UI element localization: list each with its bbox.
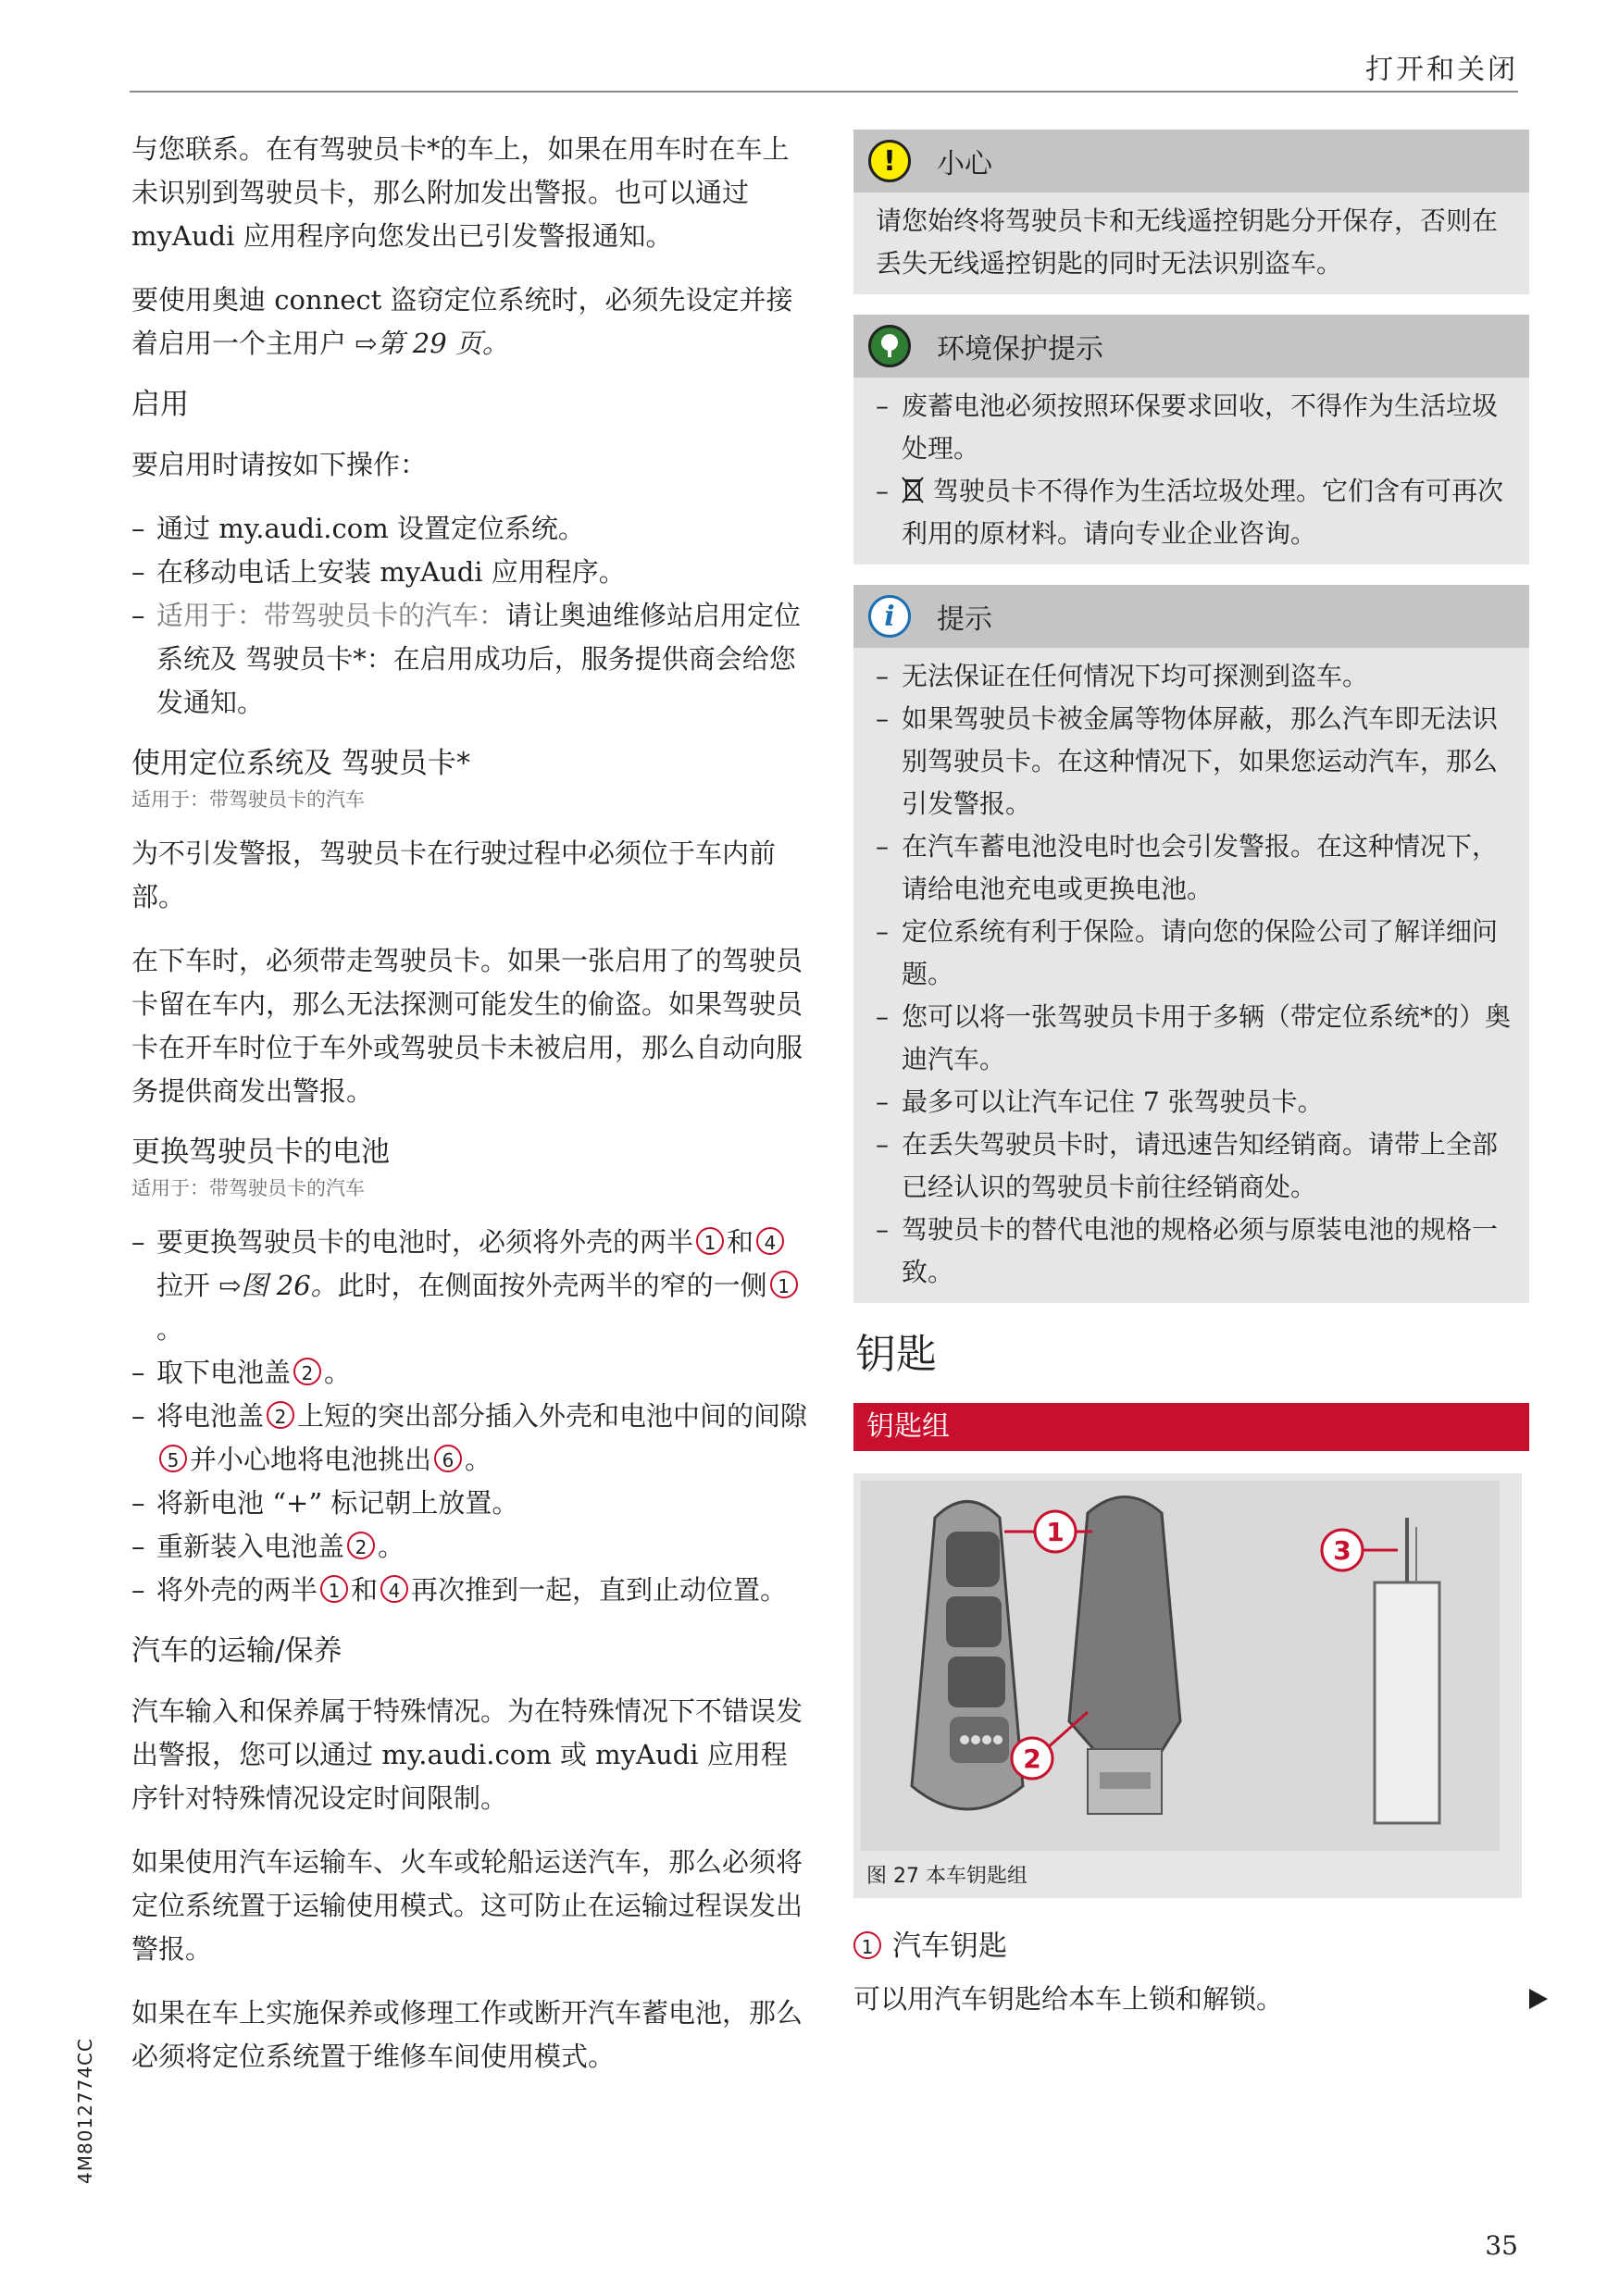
figure-callout-3: 3 [1333,1535,1351,1566]
list-item: – 最多可以让汽车记住 7 张驾驶员卡。 [876,1081,1511,1123]
keyset-bar: 钥匙组 [853,1403,1529,1451]
tree-icon [868,325,911,367]
use-heading: 使用定位系统及 驾驶员卡* [131,747,471,780]
list-item: – 如果驾驶员卡被金属等物体屏蔽，那么汽车即无法识别驾驶员卡。在这种情况下，如果您运动汽车，那么引发警报。 [876,698,1511,825]
note-box [853,585,1529,1303]
list-item: – 在移动电话上安装 myAudi 应用程序。 [131,551,812,594]
enable-intro: 要启用时请按如下操作： [131,449,428,480]
callout-number: 5 [159,1445,187,1472]
transport-heading: 汽车的运输/保养 [131,1634,342,1668]
callout-number: 2 [347,1532,375,1559]
page-header-title: 打开和关闭 [1365,54,1518,86]
battery-steps-list [131,1221,812,1612]
reference-arrow-icon: ⇨ [218,1270,242,1301]
car-key-item [853,1926,1529,1967]
use-paragraph-2: 在下车时，必须带走驾驶员卡。如果一张启用了的驾驶员卡留在车内，那么无法探测可能发生的偷盗。如果驾驶员卡在开车时位于车外或驾驶员卡未被启用，那么自动向服务提供商发出警报。 [131,945,803,1107]
list-item: – 适用于：带驾驶员卡的汽车：请让奥迪维修站启用定位系统及 驾驶员卡*：在启用成功后，服务提供商会给您发通知。 [131,594,812,725]
transport-paragraph-2: 如果使用汽车运输车、火车或轮船运送汽车，那么必须将定位系统置于运输使用模式。这可防止在运输过程误发出警报。 [131,1846,803,1965]
battery-applies-note: 适用于：带驾驶员卡的汽车 [131,1177,365,1199]
intro-paragraph-2: 要使用奥迪 connect 盗窃定位系统时，必须先设定并接着启用一个主用户 ⇨第 29 页。 [131,284,793,359]
keys-section-title: 钥匙 [855,1331,937,1378]
list-item: – 取下电池盖 2 。 [131,1351,812,1395]
keyset-figure [853,1473,1522,1898]
list-item: – 定位系统有利于保险。请向您的保险公司了解详细问题。 [876,911,1511,996]
list-item: – 要更换驾驶员卡的电池时，必须将外壳的两半 1 和 4拉开 ⇨图 26。此时，在侧面按外壳两半的窄的一侧 1。 [131,1221,812,1351]
note-title: 提示 [937,603,992,636]
callout-number: 6 [434,1445,462,1472]
callout-number: 4 [380,1575,408,1603]
transport-paragraph-3: 如果在车上实施保养或修理工作或断开汽车蓄电池，那么必须将定位系统置于维修车间使用模式。 [131,1997,803,2072]
callout-number: 1 [696,1227,724,1255]
battery-heading: 更换驾驶员卡的电池 [131,1136,390,1169]
reference-arrow-icon: ⇨ [355,328,378,359]
figure-callout-2: 2 [1023,1744,1041,1774]
figure-callout-1: 1 [1046,1517,1065,1547]
environment-list [876,385,1511,555]
list-item: – 通过 my.audi.com 设置定位系统。 [131,507,812,551]
document-code: 4M8012774CC [74,2038,96,2184]
intro-paragraph-1: 与您联系。在有驾驶员卡*的车上，如果在用车时在车上未识别到驾驶员卡，那么附加发出警报。也可以通过 myAudi 应用程序向您发出已引发警报通知。 [131,133,790,252]
caution-title: 小心 [937,148,992,180]
continue-arrow-icon [1529,1989,1548,2009]
list-item: – 重新装入电池盖 2 。 [131,1525,812,1569]
environment-title: 环境保护提示 [937,333,1103,366]
use-applies-note: 适用于：带驾驶员卡的汽车 [131,788,365,811]
crossed-bin-icon [902,476,933,506]
callout-number: 4 [756,1227,784,1255]
environment-box [853,315,1529,565]
list-item: – 驾驶员卡的替代电池的规格必须与原装电池的规格一致。 [876,1209,1511,1294]
caution-box [853,130,1529,294]
enable-steps-list [131,507,812,725]
list-item: – 废蓄电池必须按照环保要求回收，不得作为生活垃圾处理。 [876,385,1511,470]
list-item: – 将外壳的两半 1 和 4 再次推到一起，直到止动位置。 [131,1569,812,1612]
callout-number: 1 [320,1575,348,1603]
list-item: – 您可以将一张驾驶员卡用于多辆（带定位系统*的）奥迪汽车。 [876,996,1511,1081]
callout-number: 1 [853,1931,881,1959]
use-paragraph-1: 为不引发警报，驾驶员卡在行驶过程中必须位于车内前部。 [131,838,777,912]
callout-number: 1 [770,1271,798,1298]
header-divider [130,91,1518,93]
list-item: – 无法保证在任何情况下均可探测到盗车。 [876,655,1511,698]
keyset-illustration [861,1481,1500,1851]
info-icon: i [868,595,911,638]
figure-caption: 图 27 本车钥匙组 [866,1865,1027,1888]
environment-header [853,315,1529,378]
caution-header [853,130,1529,192]
callout-number: 2 [267,1401,294,1429]
caution-icon: ! [868,140,911,182]
list-item: – 将电池盖 2 上短的突出部分插入外壳和电池中间的间隙5 并小心地将电池挑出 6 。 [131,1395,812,1482]
enable-heading: 启用 [131,388,189,421]
list-item: – 驾驶员卡不得作为生活垃圾处理。它们含有可再次利用的原材料。请向专业企业咨询。 [876,470,1511,555]
caution-text: 请您始终将驾驶员卡和无线遥控钥匙分开保存，否则在丢失无线遥控钥匙的同时无法识别盗车。 [876,205,1499,279]
car-key-description: 可以用汽车钥匙给本车上锁和解锁。 [853,1978,1529,2020]
note-header [853,585,1529,648]
right-column [853,130,1529,2020]
transport-paragraph-1: 汽车输入和保养属于特殊情况。为在特殊情况下不错误发出警报，您可以通过 my.audi.com 或 myAudi 应用程序针对特殊情况设定时间限制。 [131,1695,803,1814]
figure-reference-link[interactable]: 图 26。 [241,1270,338,1301]
page-reference-link[interactable]: 第 29 页。 [377,328,509,359]
callout-number: 2 [293,1358,321,1385]
note-list [876,655,1511,1294]
page-number: 35 [1485,2230,1518,2261]
list-item: – 将新电池 “+” 标记朝上放置。 [131,1482,812,1525]
car-key-label: 汽车钥匙 [892,1930,1007,1963]
left-column [131,128,812,2099]
list-item: – 在丢失驾驶员卡时，请迅速告知经销商。请带上全部已经认识的驾驶员卡前往经销商处。 [876,1123,1511,1209]
list-item: – 在汽车蓄电池没电时也会引发警报。在这种情况下，请给电池充电或更换电池。 [876,825,1511,911]
